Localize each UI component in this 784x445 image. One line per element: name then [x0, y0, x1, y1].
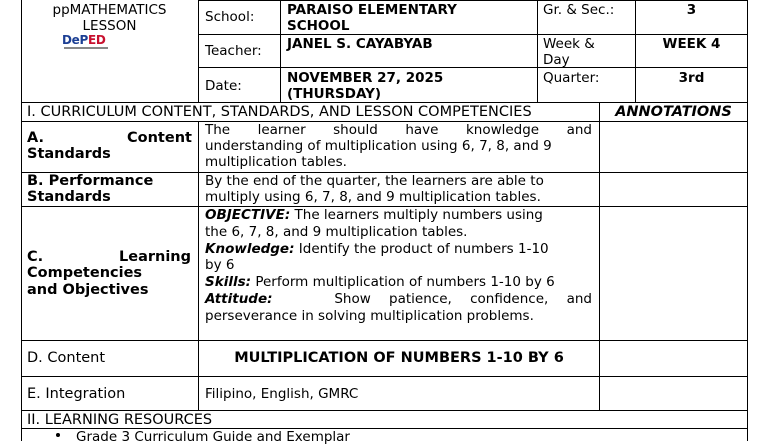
- rule-line: [747, 0, 748, 441]
- integration-label: E. Integration: [27, 386, 126, 402]
- lesson-title-line1: ppMATHEMATICS: [52, 2, 167, 18]
- content-standards-text-line1: The learner should have knowledge and: [205, 122, 592, 138]
- teacher-label: Teacher:: [205, 43, 262, 59]
- competencies-label-line2: Competencies: [27, 265, 143, 281]
- rule-line: [537, 0, 538, 102]
- week-label-line1: Week &: [543, 36, 595, 52]
- week-label-line2: Day: [543, 52, 570, 68]
- content-standards-text-line3: multiplication tables.: [205, 154, 347, 170]
- school-value-line2: SCHOOL: [287, 18, 350, 34]
- attitude-text: Show patience, confidence, and: [334, 291, 592, 307]
- section2-title: II. LEARNING RESOURCES: [27, 412, 213, 428]
- skills-line: [205, 274, 555, 290]
- objective-label: OBJECTIVE:: [205, 207, 291, 223]
- teacher-value: JANEL S. CAYABYAB: [287, 36, 433, 52]
- date-label: Date:: [205, 78, 242, 94]
- content-standards-text-line2: understanding of multiplication using 6, 7, 8, and 9: [205, 138, 552, 154]
- competencies-label-c: C.: [27, 249, 44, 265]
- rule-line: [21, 340, 748, 341]
- performance-standards-label-line2: Standards: [27, 189, 111, 205]
- grade-value: 3: [686, 2, 697, 18]
- attitude-line1: [205, 291, 592, 307]
- date-value-line2: (THURSDAY): [287, 86, 382, 102]
- performance-standards-label-line1: B. Performance: [27, 173, 154, 189]
- attitude-line2: perseverance in solving multiplication problems.: [205, 308, 534, 324]
- school-label: School:: [205, 9, 255, 25]
- school-value-line1: PARAISO ELEMENTARY: [287, 2, 457, 18]
- section1-title: I. CURRICULUM CONTENT, STANDARDS, AND LESSON COMPETENCIES: [27, 104, 532, 120]
- objective-line2: the 6, 7, 8, and 9 multiplication tables.: [205, 224, 468, 240]
- deped-logo: DePED: [62, 35, 112, 51]
- knowledge-label: Knowledge:: [205, 241, 295, 257]
- lesson-title-line2: LESSON: [82, 18, 137, 34]
- attitude-label: Attitude:: [205, 291, 273, 307]
- content-standards-label-line2: Standards: [27, 146, 111, 162]
- skills-text: Perform multiplication of numbers 1-10 by 6: [255, 274, 555, 290]
- competencies-label-line3: and Objectives: [27, 282, 149, 298]
- rule-line: [21, 376, 748, 377]
- performance-standards-text-line2: multiply using 6, 7, 8, and 9 multiplication tables.: [205, 189, 541, 205]
- date-value-line1: NOVEMBER 27, 2025: [287, 70, 444, 86]
- knowledge-line1: [205, 241, 549, 257]
- skills-label: Skills:: [205, 274, 252, 290]
- performance-standards-text-line1: By the end of the quarter, the learners are able to: [205, 173, 544, 189]
- list-bullet-icon: [56, 433, 60, 437]
- rule-line: [21, 410, 748, 411]
- content-standards-label-word: Content: [127, 130, 192, 146]
- quarter-value: 3rd: [678, 70, 705, 86]
- knowledge-line2: by 6: [205, 257, 235, 273]
- rule-line: [198, 0, 199, 102]
- competencies-label-word: Learning: [119, 249, 192, 265]
- content-label: D. Content: [27, 350, 106, 366]
- rule-line: [21, 0, 22, 441]
- quarter-label: Quarter:: [543, 70, 600, 86]
- content-standards-label-a: A.: [27, 130, 44, 146]
- rule-line: [599, 102, 600, 410]
- week-value: WEEK 4: [662, 36, 721, 52]
- grade-label: Gr. & Sec.:: [543, 2, 615, 18]
- rule-line: [21, 102, 748, 103]
- objective-text: The learners multiply numbers using: [294, 207, 543, 223]
- resource-item: Grade 3 Curriculum Guide and Exemplar: [76, 429, 350, 445]
- rule-line: [280, 0, 281, 102]
- integration-value: Filipino, English, GMRC: [205, 386, 359, 402]
- knowledge-text: Identify the product of numbers 1-10: [298, 241, 549, 257]
- rule-line: [198, 121, 199, 410]
- content-value: MULTIPLICATION OF NUMBERS 1-10 BY 6: [234, 350, 564, 366]
- annotations-header: ANNOTATIONS: [615, 104, 732, 120]
- objective-line1: [205, 207, 592, 223]
